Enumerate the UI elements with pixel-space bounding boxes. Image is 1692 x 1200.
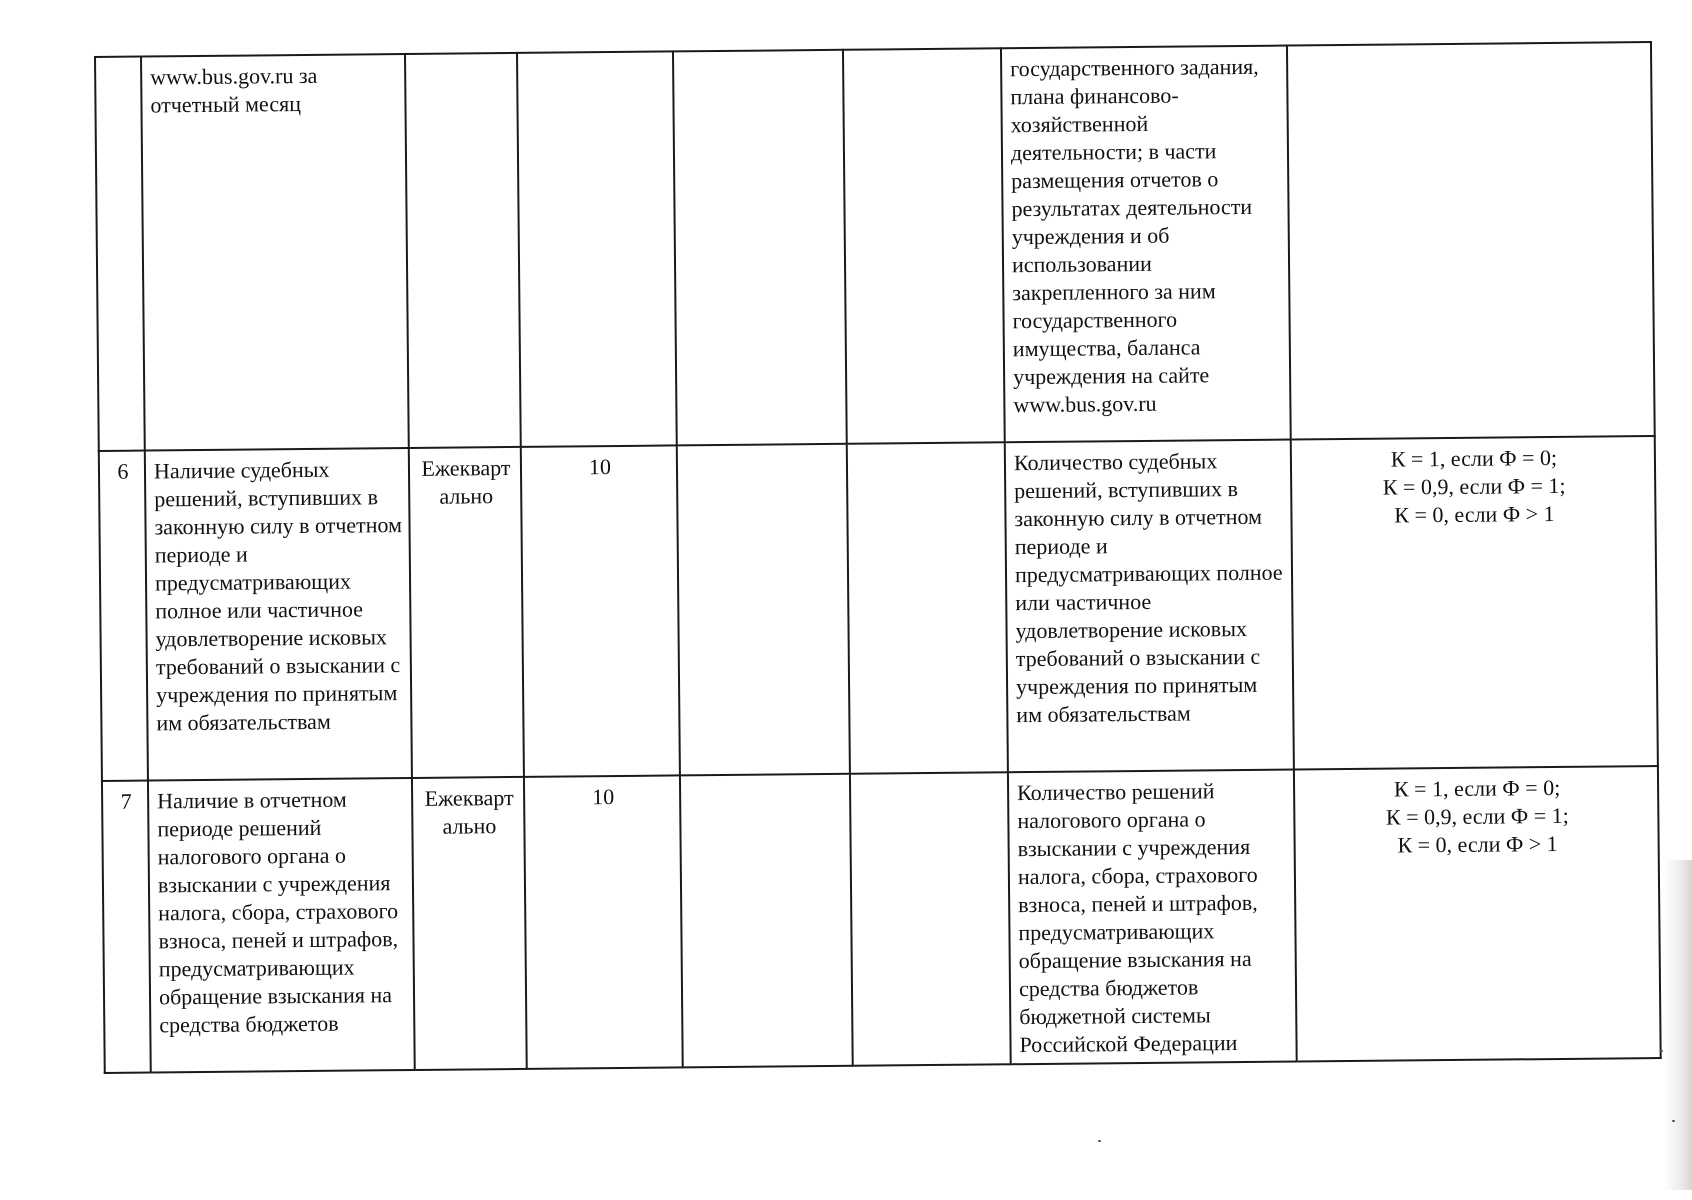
row-number-cell: 6 <box>99 451 148 781</box>
formula-line: К = 0,9, если Ф = 1; <box>1382 472 1566 500</box>
empty-cell <box>680 774 853 1068</box>
scan-speck <box>1098 1140 1101 1142</box>
table-row <box>99 436 1658 781</box>
periodicity-cell: Ежеквартально <box>412 777 527 1070</box>
formula-line: К = 1, если Ф = 0; <box>1390 444 1558 472</box>
weight-cell: 10 <box>524 775 683 1068</box>
indicator-cell: www.bus.gov.ru за отчетный месяц <box>141 54 409 451</box>
indicator-cell: Наличие в отчетном периоде решений налогового органа о взыскании с учреждения налога, сбора, страхового взноса, пеней и штрафов, предусматривающих обращение взыскания на средства бюджетов <box>148 778 415 1073</box>
empty-cell <box>677 444 850 776</box>
weight-cell: 10 <box>521 445 680 776</box>
periodicity-cell: Ежеквартально <box>409 447 524 778</box>
formula-line: К = 1, если Ф = 0; <box>1393 774 1561 802</box>
formula-line: К = 0, если Ф > 1 <box>1397 830 1558 858</box>
empty-cell <box>673 50 847 446</box>
criteria-table <box>94 41 1662 1074</box>
calculation-cell: Количество решений налогового органа о взыскании с учреждения налога, сбора, страхового взноса, пеней и штрафов, предусматривающих обращение взыскания на средства бюджетов бюджетной системы Российской Федерации <box>1008 770 1297 1065</box>
formula-cell <box>1287 42 1655 439</box>
row-number-cell: 7 <box>102 781 151 1073</box>
scan-speck <box>1660 1050 1663 1052</box>
empty-cell <box>847 442 1008 774</box>
indicator-cell: Наличие судебных решений, вступивших в законную силу в отчетном периоде и предусматривающих полное или частичное удовлетворение исковых требований о взыскании с учреждения по принятым им обязательствам <box>145 448 412 781</box>
weight-cell <box>517 51 677 446</box>
calculation-cell: государственного задания, плана финансово-хозяйственной деятельности; в части размещения отчетов о результатах деятельности учреждения и об использовании закрепленного за ним государственного имущества, баланса учреждения на сайте www.bus.gov.ru <box>1001 46 1291 443</box>
formula-cell <box>1291 436 1658 769</box>
scan-edge-artifact <box>1664 860 1692 1190</box>
empty-cell <box>843 48 1005 443</box>
scan-speck <box>1672 1120 1675 1122</box>
formula-cell <box>1294 766 1661 1061</box>
row-number-cell <box>95 57 145 451</box>
calculation-cell: Количество судебных решений, вступивших в законную силу в отчетном периоде и предусматривающих полное или частичное удовлетворение исковых требований о взыскании с учреждения по принятым им обязательствам <box>1005 440 1294 773</box>
periodicity-cell <box>405 53 521 448</box>
formula-line: К = 0,9, если Ф = 1; <box>1385 802 1569 830</box>
empty-cell <box>850 772 1011 1066</box>
table-row <box>102 766 1661 1073</box>
table-row <box>95 42 1655 451</box>
formula-line: К = 0, если Ф > 1 <box>1394 501 1555 528</box>
